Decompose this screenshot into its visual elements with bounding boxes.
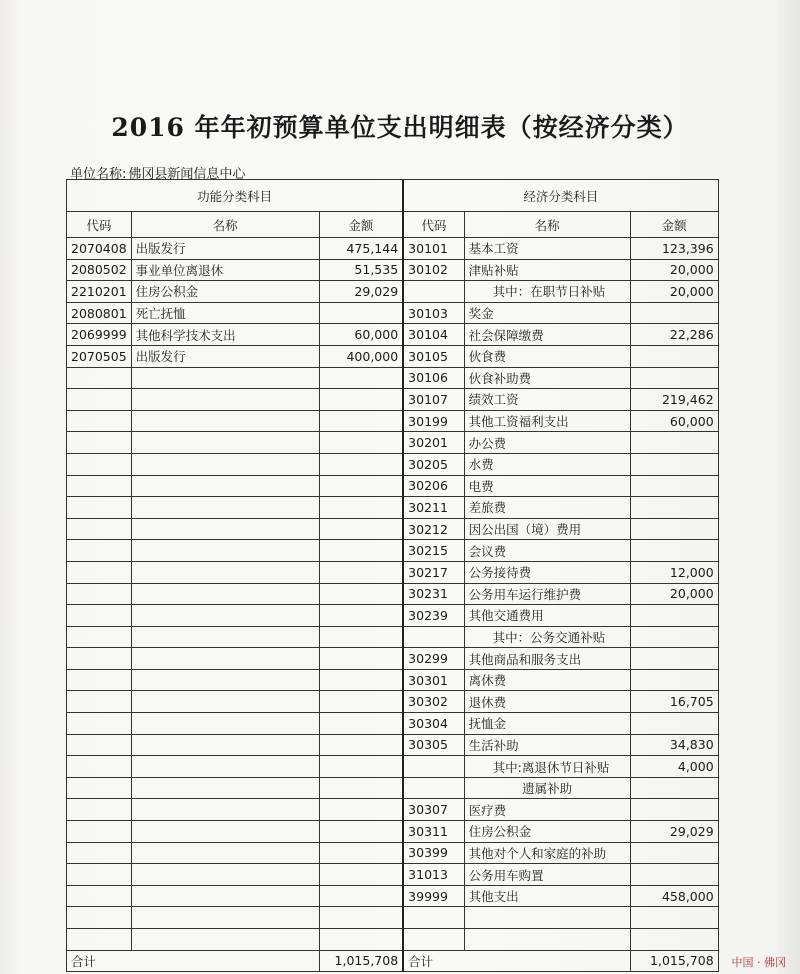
table-row — [67, 605, 719, 627]
func-amount-cell — [319, 669, 403, 691]
table-row — [67, 821, 719, 843]
econ-name-cell: 住房公积金 — [464, 821, 630, 843]
func-name-cell: 死亡抚恤 — [131, 302, 319, 324]
econ-name-cell: 公务接待费 — [464, 561, 630, 583]
econ-amount-cell: 20,000 — [630, 259, 718, 281]
econ-code-cell — [403, 756, 464, 778]
func-code-cell — [67, 777, 132, 799]
func-amount-cell — [319, 389, 403, 411]
func-name-cell — [131, 497, 319, 519]
table-row — [67, 238, 719, 260]
func-amount-cell — [319, 410, 403, 432]
func-name-cell — [131, 432, 319, 454]
econ-name-cell: 退休费 — [464, 691, 630, 713]
econ-name-cell: 生活补助 — [464, 734, 630, 756]
econ-amount-cell: 20,000 — [630, 281, 718, 303]
func-code-cell — [67, 821, 132, 843]
econ-code-cell: 30217 — [403, 561, 464, 583]
table-row — [67, 410, 719, 432]
econ-code-cell: 31013 — [403, 864, 464, 886]
econ-name-cell: 津贴补贴 — [464, 259, 630, 281]
func-name-cell — [131, 367, 319, 389]
func-code-cell — [67, 389, 132, 411]
econ-amount-cell — [630, 648, 718, 670]
econ-amount-cell — [630, 475, 718, 497]
econ-code-cell: 30104 — [403, 324, 464, 346]
func-name-cell — [131, 389, 319, 411]
econ-name-cell: 遗属补助 — [464, 777, 630, 799]
func-amount-cell — [319, 367, 403, 389]
econ-code-cell: 30211 — [403, 497, 464, 519]
func-code-header: 代码 — [67, 212, 132, 238]
func-amount-cell — [319, 518, 403, 540]
table-row — [67, 475, 719, 497]
func-name-cell — [131, 410, 319, 432]
func-amount-cell: 475,144 — [319, 238, 403, 260]
func-name-cell — [131, 605, 319, 627]
func-amount-cell — [319, 561, 403, 583]
econ-code-cell: 30215 — [403, 540, 464, 562]
func-code-cell — [67, 561, 132, 583]
func-code-cell: 2070408 — [67, 238, 132, 260]
econ-amount-cell — [630, 626, 718, 648]
econ-code-cell: 30305 — [403, 734, 464, 756]
econ-amount-cell — [630, 799, 718, 821]
econ-amount-cell — [630, 497, 718, 519]
econ-code-cell: 30102 — [403, 259, 464, 281]
func-name-cell — [131, 756, 319, 778]
table-row — [67, 626, 719, 648]
table-row — [67, 734, 719, 756]
econ-amount-cell — [630, 713, 718, 735]
econ-code-cell — [403, 777, 464, 799]
econ-name-cell: 其他工资福利支出 — [464, 410, 630, 432]
func-code-cell — [67, 842, 132, 864]
econ-code-cell: 30307 — [403, 799, 464, 821]
econ-code-cell: 30103 — [403, 302, 464, 324]
table-row — [67, 518, 719, 540]
econ-name-cell: 差旅费 — [464, 497, 630, 519]
func-code-cell — [67, 583, 132, 605]
econ-amount-cell — [630, 432, 718, 454]
econ-amount-cell — [630, 864, 718, 886]
func-amount-cell — [319, 648, 403, 670]
unit-label: 单位名称: — [70, 167, 127, 182]
func-amount-cell — [319, 691, 403, 713]
page-edge — [778, 0, 800, 974]
econ-amount-cell — [630, 518, 718, 540]
func-name-cell: 事业单位离退休 — [131, 259, 319, 281]
econ-code-cell: 30199 — [403, 410, 464, 432]
econ-amount-cell: 4,000 — [630, 756, 718, 778]
econ-amount-cell: 22,286 — [630, 324, 718, 346]
econ-code-header: 代码 — [403, 212, 464, 238]
func-amount-cell — [319, 605, 403, 627]
expenditure-table — [66, 179, 719, 972]
econ-code-cell — [403, 929, 464, 951]
econ-code-cell: 30206 — [403, 475, 464, 497]
total-label-right: 合计 — [403, 950, 630, 972]
func-amount-cell — [319, 497, 403, 519]
econ-amount-cell — [630, 777, 718, 799]
econ-name-cell: 其中:离退休节日补贴 — [464, 756, 630, 778]
func-code-cell — [67, 691, 132, 713]
func-code-cell — [67, 432, 132, 454]
econ-code-cell: 30302 — [403, 691, 464, 713]
econ-name-cell — [464, 907, 630, 929]
func-name-cell — [131, 885, 319, 907]
func-name-cell — [131, 475, 319, 497]
econ-code-cell — [403, 626, 464, 648]
func-name-header: 名称 — [131, 212, 319, 238]
econ-amount-header: 金额 — [630, 212, 718, 238]
econ-amount-cell: 20,000 — [630, 583, 718, 605]
func-code-cell — [67, 713, 132, 735]
econ-group-header: 经济分类科目 — [403, 180, 718, 212]
econ-code-cell: 30311 — [403, 821, 464, 843]
econ-name-cell: 社会保障缴费 — [464, 324, 630, 346]
func-amount-cell — [319, 583, 403, 605]
func-name-cell — [131, 734, 319, 756]
econ-name-cell: 绩效工资 — [464, 389, 630, 411]
column-header-row — [67, 212, 719, 238]
econ-code-cell: 30205 — [403, 453, 464, 475]
table-row — [67, 713, 719, 735]
total-label-left: 合计 — [67, 950, 320, 972]
econ-code-cell: 30399 — [403, 842, 464, 864]
func-code-cell: 2080502 — [67, 259, 132, 281]
func-name-cell: 出版发行 — [131, 238, 319, 260]
econ-name-cell: 奖金 — [464, 302, 630, 324]
func-amount-cell — [319, 777, 403, 799]
econ-code-cell — [403, 281, 464, 303]
table-row — [67, 432, 719, 454]
econ-amount-cell — [630, 907, 718, 929]
total-row — [67, 950, 719, 972]
table-row — [67, 324, 719, 346]
econ-name-cell — [464, 929, 630, 951]
func-amount-cell — [319, 540, 403, 562]
func-amount-cell: 400,000 — [319, 345, 403, 367]
func-code-cell — [67, 669, 132, 691]
total-amount-right: 1,015,708 — [630, 950, 718, 972]
econ-name-cell: 会议费 — [464, 540, 630, 562]
func-code-cell — [67, 885, 132, 907]
econ-code-cell: 30107 — [403, 389, 464, 411]
func-code-cell — [67, 605, 132, 627]
watermark-stamp: 中国 · 佛冈 — [731, 956, 786, 969]
table-row — [67, 367, 719, 389]
func-amount-cell — [319, 885, 403, 907]
func-name-cell — [131, 929, 319, 951]
func-code-cell: 2210201 — [67, 281, 132, 303]
func-code-cell — [67, 648, 132, 670]
func-code-cell — [67, 799, 132, 821]
func-name-cell — [131, 713, 319, 735]
func-name-cell — [131, 669, 319, 691]
econ-code-cell: 30231 — [403, 583, 464, 605]
func-name-cell — [131, 540, 319, 562]
document-title: 2016 年年初预算单位支出明细表（按经济分类） — [111, 113, 689, 142]
func-amount-cell — [319, 734, 403, 756]
table-row — [67, 842, 719, 864]
func-code-cell: 2080801 — [67, 302, 132, 324]
func-name-cell — [131, 864, 319, 886]
econ-code-cell: 30299 — [403, 648, 464, 670]
table-row — [67, 669, 719, 691]
func-amount-cell — [319, 864, 403, 886]
econ-amount-cell — [630, 669, 718, 691]
econ-name-cell: 其中：公务交通补贴 — [464, 626, 630, 648]
func-amount-cell — [319, 453, 403, 475]
func-code-cell: 2069999 — [67, 324, 132, 346]
func-code-cell — [67, 864, 132, 886]
econ-amount-cell — [630, 453, 718, 475]
func-amount-header: 金额 — [319, 212, 403, 238]
table-row — [67, 345, 719, 367]
func-name-cell — [131, 583, 319, 605]
table-row — [67, 453, 719, 475]
func-name-cell: 住房公积金 — [131, 281, 319, 303]
econ-code-cell: 30304 — [403, 713, 464, 735]
econ-name-cell: 其中：在职节日补贴 — [464, 281, 630, 303]
func-code-cell: 2070505 — [67, 345, 132, 367]
func-amount-cell — [319, 756, 403, 778]
func-amount-cell: 60,000 — [319, 324, 403, 346]
econ-amount-cell — [630, 540, 718, 562]
func-group-header: 功能分类科目 — [67, 180, 404, 212]
table-row — [67, 583, 719, 605]
econ-name-cell: 离休费 — [464, 669, 630, 691]
func-code-cell — [67, 907, 132, 929]
table-row — [67, 561, 719, 583]
func-code-cell — [67, 367, 132, 389]
group-header-row — [67, 180, 719, 212]
func-amount-cell: 51,535 — [319, 259, 403, 281]
func-name-cell — [131, 777, 319, 799]
econ-amount-cell — [630, 302, 718, 324]
econ-amount-cell: 458,000 — [630, 885, 718, 907]
econ-code-cell: 30105 — [403, 345, 464, 367]
func-code-cell — [67, 453, 132, 475]
table-row — [67, 497, 719, 519]
table-row — [67, 648, 719, 670]
econ-name-cell: 公务用车运行维护费 — [464, 583, 630, 605]
func-code-cell — [67, 410, 132, 432]
func-name-cell — [131, 842, 319, 864]
table-row — [67, 691, 719, 713]
table-row — [67, 281, 719, 303]
econ-amount-cell: 219,462 — [630, 389, 718, 411]
func-amount-cell — [319, 907, 403, 929]
func-name-cell — [131, 821, 319, 843]
table-row — [67, 799, 719, 821]
unit-name: 佛冈县新闻信息中心 — [128, 167, 246, 182]
func-amount-cell — [319, 799, 403, 821]
func-code-cell — [67, 475, 132, 497]
func-code-cell — [67, 540, 132, 562]
econ-code-cell: 39999 — [403, 885, 464, 907]
func-amount-cell — [319, 713, 403, 735]
econ-amount-cell: 12,000 — [630, 561, 718, 583]
func-name-cell — [131, 453, 319, 475]
econ-amount-cell — [630, 367, 718, 389]
econ-amount-cell: 29,029 — [630, 821, 718, 843]
econ-code-cell: 30106 — [403, 367, 464, 389]
func-name-cell: 其他科学技术支出 — [131, 324, 319, 346]
table-row — [67, 259, 719, 281]
func-amount-cell — [319, 821, 403, 843]
func-code-cell — [67, 734, 132, 756]
func-amount-cell — [319, 929, 403, 951]
table-row — [67, 929, 719, 951]
econ-name-cell: 其他交通费用 — [464, 605, 630, 627]
table-row — [67, 389, 719, 411]
econ-name-cell: 因公出国（境）费用 — [464, 518, 630, 540]
func-amount-cell — [319, 432, 403, 454]
func-code-cell — [67, 518, 132, 540]
econ-name-cell: 其他对个人和家庭的补助 — [464, 842, 630, 864]
econ-amount-cell: 60,000 — [630, 410, 718, 432]
func-amount-cell — [319, 475, 403, 497]
econ-name-header: 名称 — [464, 212, 630, 238]
econ-name-cell: 电费 — [464, 475, 630, 497]
func-name-cell — [131, 648, 319, 670]
econ-amount-cell — [630, 842, 718, 864]
table-row — [67, 540, 719, 562]
econ-code-cell: 30239 — [403, 605, 464, 627]
func-name-cell — [131, 907, 319, 929]
func-code-cell — [67, 626, 132, 648]
func-amount-cell: 29,029 — [319, 281, 403, 303]
econ-name-cell: 医疗费 — [464, 799, 630, 821]
func-code-cell — [67, 929, 132, 951]
econ-name-cell: 其他商品和服务支出 — [464, 648, 630, 670]
econ-amount-cell: 34,830 — [630, 734, 718, 756]
func-amount-cell — [319, 842, 403, 864]
table-row — [67, 756, 719, 778]
func-name-cell — [131, 799, 319, 821]
func-name-cell — [131, 691, 319, 713]
func-name-cell — [131, 561, 319, 583]
econ-code-cell: 30101 — [403, 238, 464, 260]
econ-code-cell — [403, 907, 464, 929]
func-amount-cell — [319, 626, 403, 648]
econ-amount-cell: 16,705 — [630, 691, 718, 713]
econ-amount-cell: 123,396 — [630, 238, 718, 260]
econ-name-cell: 伙食补助费 — [464, 367, 630, 389]
table-row — [67, 777, 719, 799]
econ-code-cell: 30212 — [403, 518, 464, 540]
econ-name-cell: 伙食费 — [464, 345, 630, 367]
func-name-cell: 出版发行 — [131, 345, 319, 367]
func-amount-cell — [319, 302, 403, 324]
econ-name-cell: 公务用车购置 — [464, 864, 630, 886]
total-amount-left: 1,015,708 — [319, 950, 403, 972]
econ-name-cell: 水费 — [464, 453, 630, 475]
func-name-cell — [131, 518, 319, 540]
table-row — [67, 907, 719, 929]
func-name-cell — [131, 626, 319, 648]
econ-name-cell: 抚恤金 — [464, 713, 630, 735]
econ-name-cell: 基本工资 — [464, 238, 630, 260]
econ-amount-cell — [630, 929, 718, 951]
table-row — [67, 885, 719, 907]
func-code-cell — [67, 756, 132, 778]
econ-code-cell: 30201 — [403, 432, 464, 454]
econ-name-cell: 其他支出 — [464, 885, 630, 907]
func-code-cell — [67, 497, 132, 519]
econ-amount-cell — [630, 345, 718, 367]
table-row — [67, 864, 719, 886]
econ-amount-cell — [630, 605, 718, 627]
econ-code-cell: 30301 — [403, 669, 464, 691]
econ-name-cell: 办公费 — [464, 432, 630, 454]
table-row — [67, 302, 719, 324]
